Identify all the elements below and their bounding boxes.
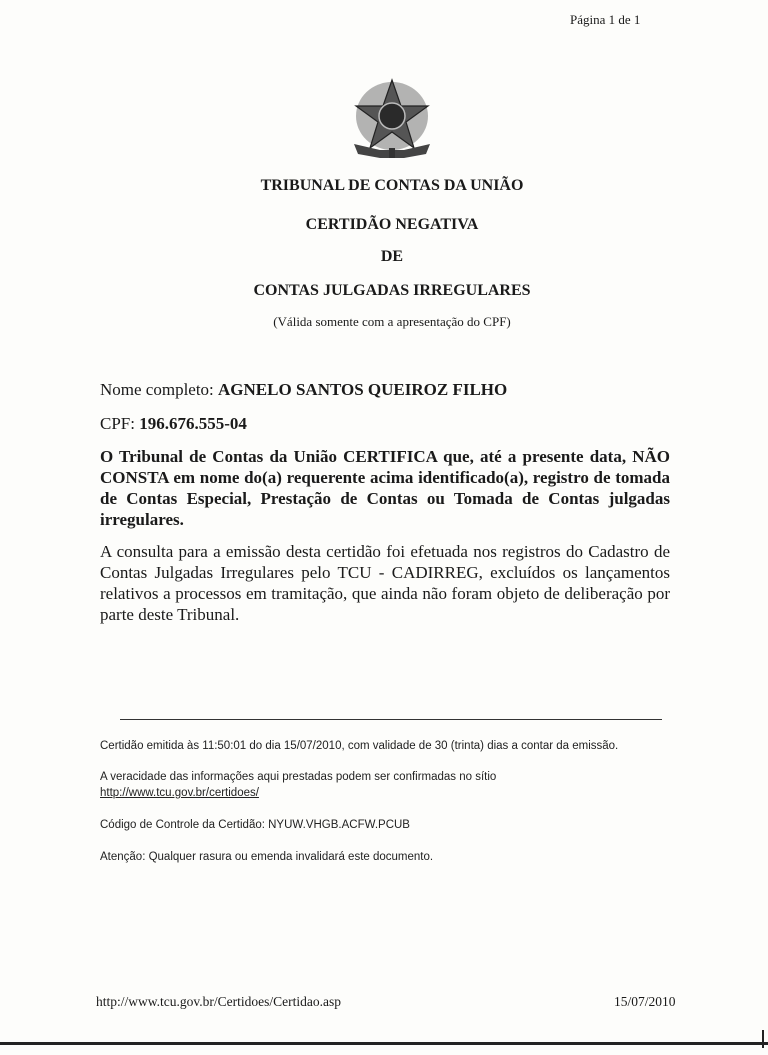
full-name-line [100, 380, 670, 400]
cpf-label: CPF: [100, 414, 135, 433]
veracity-note: A veracidade das informações aqui prestadas podem ser confirmadas no sítio [100, 771, 497, 783]
validity-note: (Válida somente com a apresentação do CPF) [273, 314, 511, 329]
brazil-coat-of-arms-emblem [340, 74, 444, 164]
scan-edge-mark [762, 1030, 764, 1048]
certificate-subtitle: CONTAS JULGADAS IRREGULARES [253, 282, 531, 299]
scan-edge-line [0, 1042, 768, 1045]
page-number: Página 1 de 1 [570, 12, 641, 27]
warning-note: Atenção: Qualquer rasura ou emenda invalidará este documento. [100, 851, 434, 863]
certidoes-link[interactable]: http://www.tcu.gov.br/certidoes/ [100, 787, 259, 799]
certificate-title: CERTIDÃO NEGATIVA [305, 216, 479, 233]
name-label: Nome completo: [100, 380, 214, 399]
certificate-title-de: DE [380, 248, 404, 265]
page-footer-date: 15/07/2010 [614, 994, 676, 1009]
cpf-line [100, 414, 670, 434]
institution-title: TRIBUNAL DE CONTAS DA UNIÃO [260, 177, 524, 194]
page-footer-url: http://www.tcu.gov.br/Certidoes/Certidao.asp [96, 994, 341, 1009]
emission-note: Certidão emitida às 11:50:01 do dia 15/07/2010, com validade de 30 (trinta) dias a contar da emissão. [100, 740, 619, 752]
separator-line [120, 719, 662, 720]
full-name: AGNELO SANTOS QUEIROZ FILHO [218, 380, 508, 399]
certification-paragraph: O Tribunal de Contas da União CERTIFICA que, até a presente data, NÃO CONSTA em nome do(a) requerente acima identificado(a), registro de tomada de Contas Especial, Prestação de Contas ou Tomada de Contas julgadas irregulares. [100, 447, 670, 529]
cpf-value: 196.676.555-04 [139, 414, 247, 433]
consulta-paragraph: A consulta para a emissão desta certidão foi efetuada nos registros do Cadastro de Contas Julgadas Irregulares pelo TCU - CADIRREG, excluídos os lançamentos relativos a processos em tramitação, que ainda não foram objeto de deliberação por parte deste Tribunal. [100, 542, 670, 624]
control-code: Código de Controle da Certidão: NYUW.VHGB.ACFW.PCUB [100, 819, 410, 831]
